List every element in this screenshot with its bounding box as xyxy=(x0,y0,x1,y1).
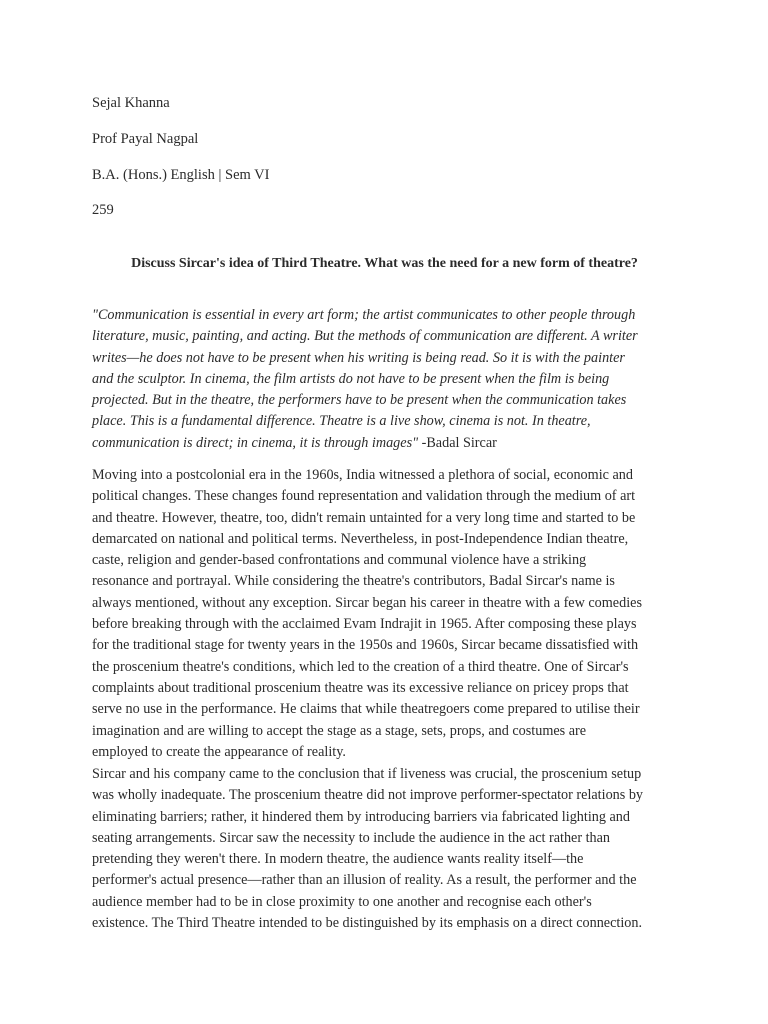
epigraph-line: projected. But in the theatre, the performers have to be present when the communication takes xyxy=(92,392,627,409)
epigraph-line: place. This is a fundamental difference. Theatre is a live show, cinema is not. In theatre, xyxy=(92,413,591,430)
epigraph-attribution: -Badal Sircar xyxy=(418,434,497,451)
course-info: B.A. (Hons.) English | Sem VI xyxy=(92,167,270,183)
epigraph-line: literature, music, painting, and acting. But the methods of communication are different. A writer xyxy=(92,328,638,345)
essay-question: Discuss Sircar's idea of Third Theatre. What was the need for a new form of theatre? xyxy=(131,256,638,271)
epigraph-line: "Communication is essential in every art form; the artist communicates to other people through xyxy=(92,307,636,323)
epigraph-line xyxy=(92,433,680,454)
paragraph-line: for the traditional stage for twenty years in the 1950s and 1960s, Sircar became dissatisfied with xyxy=(92,637,639,654)
roll-number: 259 xyxy=(92,202,114,218)
body-paragraph-1 xyxy=(92,465,680,763)
body-paragraph-2 xyxy=(92,764,680,934)
paragraph-line: audience member had to be in close proximity to one another and recognise each other's xyxy=(92,893,592,910)
epigraph-quote xyxy=(92,305,680,454)
professor-name: Prof Payal Nagpal xyxy=(92,131,199,147)
paragraph-line: imagination and are willing to accept the stage as a stage, sets, props, and costumes are xyxy=(92,722,587,739)
paragraph-line: Moving into a postcolonial era in the 1960s, India witnessed a plethora of social, economic and xyxy=(92,467,633,483)
epigraph-last-text: communication is direct; in cinema, it is through images" xyxy=(92,434,419,451)
paragraph-line: was wholly inadequate. The proscenium theatre did not improve performer-spectator relations by xyxy=(92,787,644,804)
paragraph-line: serve no use in the performance. He claims that while theatregoers come prepared to utilise their xyxy=(92,701,640,718)
epigraph-line: and the sculptor. In cinema, the film artists do not have to be present when the film is being xyxy=(92,370,610,387)
epigraph-line: writes—he does not have to be present when his writing is being read. So it is with the painter xyxy=(92,349,625,366)
paragraph-line: seating arrangements. Sircar saw the necessity to include the audience in the act rather than xyxy=(92,829,611,846)
paragraph-line: before breaking through with the acclaimed Evam Indrajit in 1965. After composing these plays xyxy=(92,616,637,633)
paragraph-line: and theatre. However, theatre, too, didn't remain untainted for a very long time and started to be xyxy=(92,509,636,526)
paragraph-line: Sircar and his company came to the conclusion that if liveness was crucial, the proscenium setup xyxy=(92,766,642,782)
paragraph-line: the proscenium theatre's conditions, which led to the creation of a third theatre. One of Sircar's xyxy=(92,658,629,675)
paragraph-line: pretending they weren't there. In modern theatre, the audience wants reality itself—the xyxy=(92,851,584,868)
paragraph-line: caste, religion and gender-based confrontations and communal violence have a striking xyxy=(92,552,587,569)
paragraph-line: demarcated on national and political terms. Nevertheless, in post-Independence Indian theatre, xyxy=(92,530,629,547)
paragraph-line: political changes. These changes found representation and validation through the medium of art xyxy=(92,488,636,505)
paragraph-line: resonance and portrayal. While considering the theatre's contributors, Badal Sircar's name is xyxy=(92,573,615,590)
author-name: Sejal Khanna xyxy=(92,95,170,111)
paragraph-line: always mentioned, without any exception. Sircar began his career in theatre with a few comedies xyxy=(92,594,642,611)
paragraph-line: employed to create the appearance of reality. xyxy=(92,743,346,760)
paragraph-line: eliminating barriers; rather, it hindered them by introducing barriers via fabricated lighting and xyxy=(92,808,630,825)
paragraph-line: complaints about traditional proscenium theatre was its excessive reliance on pricey props that xyxy=(92,679,629,696)
paragraph-line: performer's actual presence—rather than an illusion of reality. As a result, the performer and the xyxy=(92,872,637,889)
paragraph-line: existence. The Third Theatre intended to be distinguished by its emphasis on a direct connection. xyxy=(92,915,643,932)
